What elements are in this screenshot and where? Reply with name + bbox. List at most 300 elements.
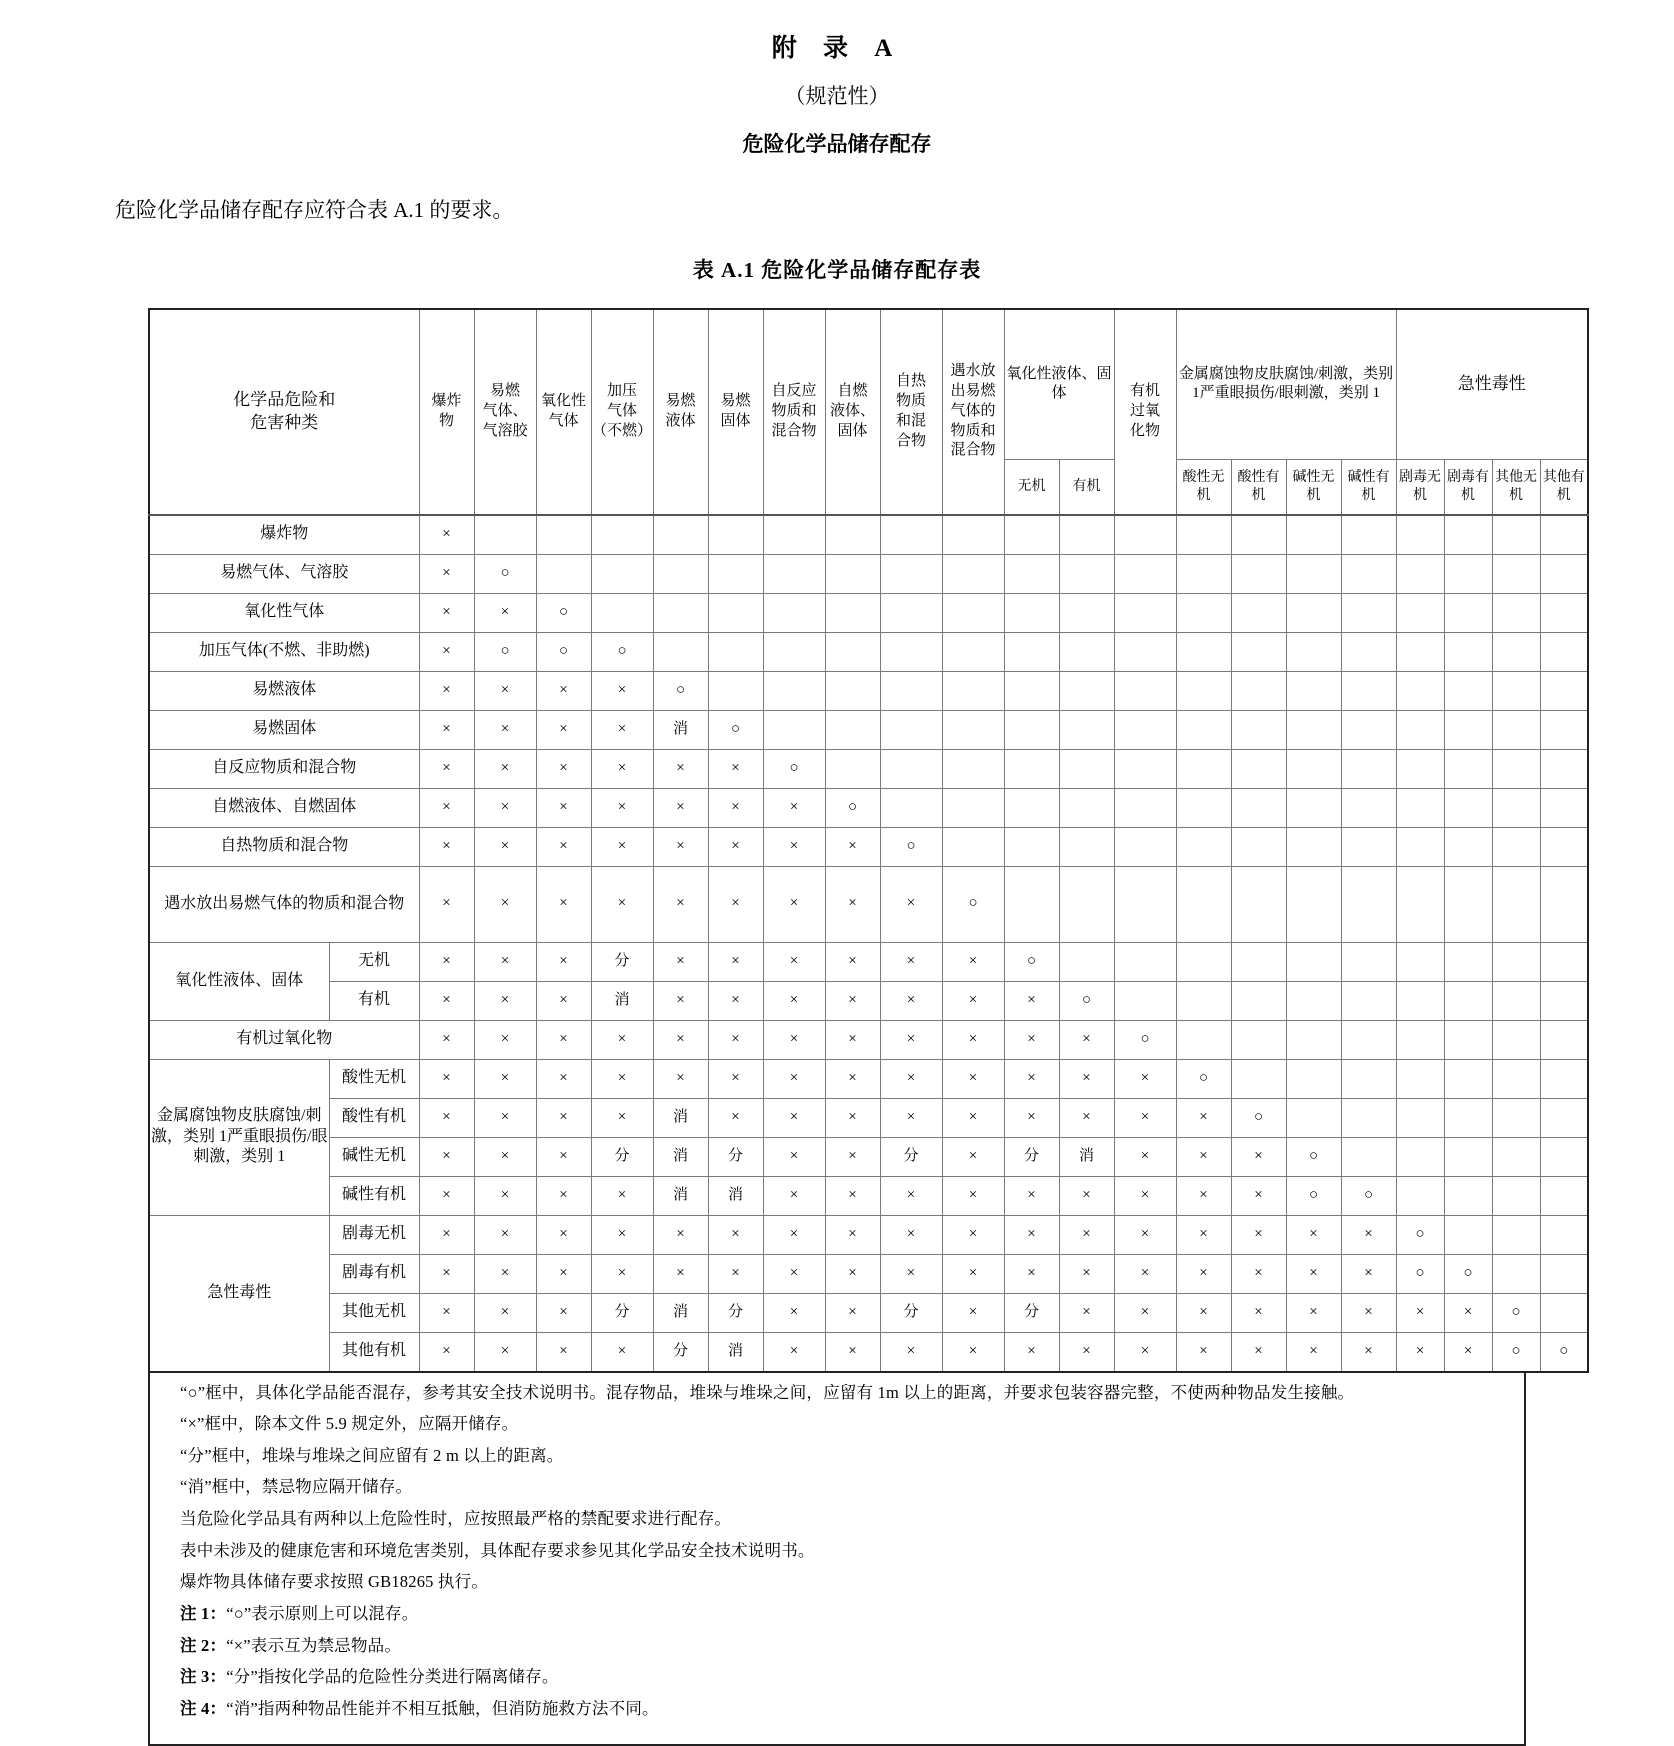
matrix-cell (1341, 1059, 1396, 1098)
matrix-cell (1059, 827, 1114, 866)
matrix-cell (1444, 1059, 1492, 1098)
matrix-table-wrapper (148, 308, 1526, 1373)
row-sub-header: 有机 (329, 981, 419, 1020)
note-line: “消”框中，禁忌物应隔开储存。 (150, 1477, 1524, 1498)
matrix-cell: × (591, 671, 653, 710)
matrix-cell: × (419, 1020, 474, 1059)
matrix-cell: × (1004, 981, 1059, 1020)
matrix-cell (1396, 710, 1444, 749)
sub-header-acute-1: 剧毒有机 (1444, 459, 1492, 515)
matrix-cell: × (474, 1215, 536, 1254)
matrix-cell: × (708, 788, 763, 827)
matrix-cell (1231, 866, 1286, 942)
row-sub-header: 剧毒无机 (329, 1215, 419, 1254)
matrix-cell: × (942, 981, 1004, 1020)
matrix-cell: × (474, 1176, 536, 1215)
numbered-note-label: 注 2： (180, 1636, 226, 1655)
numbered-note-label: 注 3： (180, 1667, 226, 1686)
col-header-c6: 易燃 固体 (708, 309, 763, 515)
matrix-cell: × (1444, 1293, 1492, 1332)
matrix-cell: × (1231, 1176, 1286, 1215)
matrix-cell: × (653, 1254, 708, 1293)
matrix-cell: × (474, 1098, 536, 1137)
numbered-note-label: 注 1： (180, 1604, 226, 1623)
matrix-cell: × (1114, 1254, 1176, 1293)
matrix-cell (1176, 515, 1231, 555)
group-header-acute-toxicity: 急性毒性 (1396, 309, 1588, 459)
matrix-cell: × (591, 1215, 653, 1254)
row-sub-header: 剧毒有机 (329, 1254, 419, 1293)
matrix-cell (1286, 1059, 1341, 1098)
matrix-cell (1341, 788, 1396, 827)
matrix-cell: 消 (653, 1293, 708, 1332)
matrix-cell: × (419, 1254, 474, 1293)
matrix-cell: ○ (1396, 1215, 1444, 1254)
sub-header-oxidizing-无机: 无机 (1004, 459, 1059, 515)
matrix-cell (1396, 554, 1444, 593)
matrix-cell: × (1059, 1215, 1114, 1254)
matrix-cell: × (1059, 1020, 1114, 1059)
matrix-cell: ○ (536, 632, 591, 671)
matrix-cell (1492, 1020, 1540, 1059)
matrix-cell: × (880, 866, 942, 942)
table-row (149, 749, 1588, 788)
matrix-cell (1004, 554, 1059, 593)
matrix-cell (1444, 866, 1492, 942)
matrix-cell (1004, 788, 1059, 827)
matrix-cell (653, 515, 708, 555)
matrix-cell: × (1114, 1137, 1176, 1176)
matrix-cell (1059, 632, 1114, 671)
matrix-cell (1396, 942, 1444, 981)
matrix-cell (1286, 515, 1341, 555)
matrix-cell: × (1231, 1332, 1286, 1372)
matrix-cell: × (419, 1293, 474, 1332)
matrix-cell (1396, 1020, 1444, 1059)
matrix-cell (1231, 788, 1286, 827)
note-line: “○”框中，具体化学品能否混存，参考其安全技术说明书。混存物品，堆垛与堆垛之间，应留有 1m 以上的距离，并要求包装容器完整，不使两种物品发生接触。 (150, 1383, 1524, 1404)
matrix-cell (708, 515, 763, 555)
sub-header-corrosive-0: 酸性无机 (1176, 459, 1231, 515)
matrix-cell: × (419, 1176, 474, 1215)
matrix-cell (1114, 827, 1176, 866)
matrix-cell: × (1286, 1254, 1341, 1293)
col-header-c8: 自燃 液体、 固体 (825, 309, 880, 515)
matrix-cell: ○ (1540, 1332, 1588, 1372)
matrix-cell (1059, 515, 1114, 555)
matrix-cell (1176, 1020, 1231, 1059)
matrix-cell: × (474, 1254, 536, 1293)
matrix-cell: × (536, 1215, 591, 1254)
matrix-cell: × (763, 1137, 825, 1176)
matrix-cell (1176, 632, 1231, 671)
matrix-cell: × (474, 1137, 536, 1176)
matrix-cell (653, 554, 708, 593)
matrix-cell: × (1004, 1020, 1059, 1059)
matrix-cell (1396, 1098, 1444, 1137)
matrix-cell (1114, 710, 1176, 749)
matrix-cell: × (763, 1254, 825, 1293)
row-header: 遇水放出易燃气体的物质和混合物 (149, 866, 419, 942)
note-line: “分”框中，堆垛与堆垛之间应留有 2 m 以上的距离。 (150, 1446, 1524, 1467)
table-row (149, 1332, 1588, 1372)
matrix-cell (1114, 554, 1176, 593)
numbered-note-3 (150, 1667, 1524, 1688)
table-row (149, 981, 1588, 1020)
matrix-cell (1114, 866, 1176, 942)
matrix-cell: × (536, 1020, 591, 1059)
note-line: “×”框中，除本文件 5.9 规定外，应隔开储存。 (150, 1414, 1524, 1435)
matrix-cell (1231, 632, 1286, 671)
matrix-cell (1540, 1293, 1588, 1332)
matrix-cell (942, 515, 1004, 555)
matrix-cell: × (1231, 1137, 1286, 1176)
matrix-cell (1059, 593, 1114, 632)
matrix-cell (1540, 981, 1588, 1020)
matrix-cell (1444, 1098, 1492, 1137)
matrix-cell (880, 632, 942, 671)
matrix-cell: ○ (1004, 942, 1059, 981)
matrix-cell: × (536, 749, 591, 788)
matrix-cell (1114, 749, 1176, 788)
matrix-cell (1492, 554, 1540, 593)
matrix-cell: × (1176, 1254, 1231, 1293)
matrix-cell (942, 710, 1004, 749)
matrix-cell: × (474, 942, 536, 981)
matrix-cell (1341, 710, 1396, 749)
matrix-cell: × (1396, 1293, 1444, 1332)
numbered-note-2 (150, 1636, 1524, 1657)
sub-header-corrosive-3: 碱性有机 (1341, 459, 1396, 515)
matrix-cell: × (942, 1254, 1004, 1293)
matrix-cell (942, 671, 1004, 710)
matrix-cell (1341, 942, 1396, 981)
matrix-cell (1444, 981, 1492, 1020)
matrix-cell (1492, 942, 1540, 981)
matrix-cell (1492, 632, 1540, 671)
matrix-cell (1444, 827, 1492, 866)
matrix-cell: 消 (591, 981, 653, 1020)
matrix-cell (1341, 1137, 1396, 1176)
row-sub-header: 酸性无机 (329, 1059, 419, 1098)
matrix-cell: × (591, 1332, 653, 1372)
matrix-cell (1341, 632, 1396, 671)
matrix-cell (1444, 632, 1492, 671)
matrix-cell (1286, 671, 1341, 710)
matrix-cell: × (763, 981, 825, 1020)
numbered-note-text: “○”表示原则上可以混存。 (226, 1604, 418, 1623)
matrix-cell: × (880, 1254, 942, 1293)
matrix-cell: × (474, 710, 536, 749)
matrix-cell: × (825, 866, 880, 942)
matrix-cell (1492, 593, 1540, 632)
corner-header: 化学品危险和 危害种类 (149, 309, 419, 515)
table-row (149, 515, 1588, 555)
matrix-cell (880, 749, 942, 788)
matrix-cell: × (1004, 1176, 1059, 1215)
matrix-cell: × (1341, 1215, 1396, 1254)
matrix-cell: 分 (591, 942, 653, 981)
matrix-cell: 分 (1004, 1293, 1059, 1332)
matrix-cell: × (708, 1059, 763, 1098)
row-header: 自反应物质和混合物 (149, 749, 419, 788)
matrix-cell: × (942, 942, 1004, 981)
matrix-cell (880, 554, 942, 593)
matrix-cell (1114, 942, 1176, 981)
matrix-cell: × (474, 1020, 536, 1059)
matrix-cell (1341, 554, 1396, 593)
matrix-cell: × (474, 981, 536, 1020)
matrix-cell (1444, 942, 1492, 981)
matrix-cell (942, 554, 1004, 593)
matrix-cell: ○ (1176, 1059, 1231, 1098)
matrix-cell (880, 671, 942, 710)
matrix-cell: × (419, 866, 474, 942)
matrix-cell (1396, 1059, 1444, 1098)
matrix-cell (1231, 1059, 1286, 1098)
matrix-cell (1492, 710, 1540, 749)
row-sub-header: 酸性有机 (329, 1098, 419, 1137)
table-row (149, 1215, 1588, 1254)
matrix-cell (1540, 749, 1588, 788)
col-header-c7: 自反应 物质和 混合物 (763, 309, 825, 515)
matrix-cell (1176, 981, 1231, 1020)
matrix-cell: × (763, 1215, 825, 1254)
matrix-cell: × (1444, 1332, 1492, 1372)
lead-paragraph: 危险化学品储存配存应符合表 A.1 的要求。 (115, 194, 1674, 224)
matrix-cell (1286, 1098, 1341, 1137)
matrix-cell (1492, 1137, 1540, 1176)
matrix-cell: × (591, 1254, 653, 1293)
matrix-cell: × (591, 788, 653, 827)
matrix-cell (1396, 981, 1444, 1020)
matrix-cell: ○ (536, 593, 591, 632)
matrix-cell: ○ (942, 866, 1004, 942)
matrix-cell (763, 671, 825, 710)
matrix-cell: × (708, 981, 763, 1020)
matrix-cell: × (536, 1332, 591, 1372)
matrix-cell (1176, 593, 1231, 632)
matrix-cell: 分 (880, 1293, 942, 1332)
matrix-cell (1231, 981, 1286, 1020)
matrix-cell: × (763, 866, 825, 942)
matrix-cell: × (1059, 1059, 1114, 1098)
matrix-cell: × (880, 1176, 942, 1215)
matrix-cell: × (474, 827, 536, 866)
matrix-cell (1114, 515, 1176, 555)
matrix-cell (1492, 1176, 1540, 1215)
table-row (149, 632, 1588, 671)
matrix-cell: × (474, 1059, 536, 1098)
matrix-cell (1231, 942, 1286, 981)
matrix-cell: ○ (1114, 1020, 1176, 1059)
matrix-cell: × (880, 1332, 942, 1372)
matrix-cell (1492, 866, 1540, 942)
matrix-cell: × (763, 1332, 825, 1372)
matrix-cell (1286, 827, 1341, 866)
matrix-cell (536, 515, 591, 555)
matrix-cell: × (474, 866, 536, 942)
matrix-cell: ○ (1286, 1137, 1341, 1176)
matrix-cell: × (1176, 1332, 1231, 1372)
matrix-cell (1341, 671, 1396, 710)
matrix-cell: × (763, 1098, 825, 1137)
matrix-cell: × (825, 1176, 880, 1215)
matrix-cell (708, 632, 763, 671)
matrix-cell: ○ (825, 788, 880, 827)
matrix-cell (1341, 866, 1396, 942)
matrix-cell (1444, 788, 1492, 827)
matrix-cell: 消 (653, 1176, 708, 1215)
matrix-cell (1059, 942, 1114, 981)
matrix-cell: × (1176, 1176, 1231, 1215)
matrix-cell (1059, 554, 1114, 593)
matrix-cell (825, 671, 880, 710)
matrix-cell: × (708, 1215, 763, 1254)
matrix-cell (1341, 1098, 1396, 1137)
matrix-cell: × (419, 942, 474, 981)
matrix-cell: × (825, 827, 880, 866)
matrix-cell (1540, 1215, 1588, 1254)
matrix-cell (1444, 671, 1492, 710)
matrix-cell: × (825, 1098, 880, 1137)
sub-header-corrosive-2: 碱性无机 (1286, 459, 1341, 515)
matrix-cell: × (708, 827, 763, 866)
matrix-cell: × (942, 1137, 1004, 1176)
matrix-cell (880, 593, 942, 632)
matrix-cell (1231, 515, 1286, 555)
matrix-cell: × (536, 1293, 591, 1332)
matrix-cell: × (536, 827, 591, 866)
col-header-c5: 易燃 液体 (653, 309, 708, 515)
matrix-cell (942, 788, 1004, 827)
matrix-cell (1176, 749, 1231, 788)
matrix-cell: × (536, 671, 591, 710)
matrix-cell (1396, 515, 1444, 555)
matrix-cell (1114, 788, 1176, 827)
matrix-cell: × (880, 981, 942, 1020)
matrix-cell: × (536, 1137, 591, 1176)
matrix-cell (1492, 827, 1540, 866)
matrix-cell: × (880, 942, 942, 981)
row-sub-header: 其他无机 (329, 1293, 419, 1332)
table-row (149, 554, 1588, 593)
matrix-cell (1286, 593, 1341, 632)
matrix-cell: ○ (1341, 1176, 1396, 1215)
matrix-cell: × (1396, 1332, 1444, 1372)
matrix-cell (1004, 866, 1059, 942)
matrix-cell: × (1059, 1254, 1114, 1293)
matrix-cell (1341, 981, 1396, 1020)
matrix-cell (1540, 1059, 1588, 1098)
matrix-cell (1444, 710, 1492, 749)
matrix-cell (1492, 671, 1540, 710)
matrix-cell: × (763, 1176, 825, 1215)
matrix-cell (1231, 710, 1286, 749)
matrix-cell: × (653, 981, 708, 1020)
appendix-title: 附 录 A (0, 28, 1674, 64)
matrix-cell: × (419, 827, 474, 866)
matrix-cell: × (419, 749, 474, 788)
matrix-cell: × (1059, 1293, 1114, 1332)
matrix-cell: × (1341, 1293, 1396, 1332)
matrix-cell (1176, 671, 1231, 710)
matrix-cell (1286, 554, 1341, 593)
matrix-cell (1341, 827, 1396, 866)
matrix-cell (1540, 1020, 1588, 1059)
matrix-cell (763, 515, 825, 555)
matrix-cell: × (591, 827, 653, 866)
matrix-cell (1004, 632, 1059, 671)
matrix-cell: ○ (708, 710, 763, 749)
table-notes (148, 1373, 1526, 1746)
matrix-cell (1540, 827, 1588, 866)
matrix-cell: 消 (708, 1176, 763, 1215)
matrix-cell (1114, 632, 1176, 671)
matrix-cell: × (825, 1254, 880, 1293)
matrix-cell: 分 (591, 1293, 653, 1332)
matrix-cell: × (419, 1137, 474, 1176)
matrix-cell (1492, 1215, 1540, 1254)
matrix-cell: × (653, 1059, 708, 1098)
matrix-cell: × (880, 1098, 942, 1137)
row-group-header: 急性毒性 (149, 1215, 329, 1372)
matrix-cell (1341, 593, 1396, 632)
matrix-cell: × (1341, 1332, 1396, 1372)
row-header: 有机过氧化物 (149, 1020, 419, 1059)
matrix-cell: × (1231, 1215, 1286, 1254)
matrix-cell (825, 593, 880, 632)
numbered-note-text: “×”表示互为禁忌物品。 (226, 1636, 401, 1655)
group-header-oxidizing: 氧化性液体、固体 (1004, 309, 1114, 459)
matrix-cell: × (1004, 1059, 1059, 1098)
matrix-cell: × (763, 827, 825, 866)
row-header: 加压气体(不燃、非助燃) (149, 632, 419, 671)
matrix-cell: × (1286, 1293, 1341, 1332)
matrix-cell (942, 749, 1004, 788)
matrix-cell: × (536, 1059, 591, 1098)
matrix-cell (1444, 554, 1492, 593)
matrix-cell (1176, 788, 1231, 827)
matrix-cell (708, 554, 763, 593)
matrix-cell: × (708, 1020, 763, 1059)
matrix-cell (1540, 866, 1588, 942)
matrix-cell: × (942, 1332, 1004, 1372)
matrix-cell: 消 (653, 710, 708, 749)
matrix-cell: ○ (1492, 1332, 1540, 1372)
matrix-cell: × (653, 1020, 708, 1059)
matrix-cell: × (708, 1254, 763, 1293)
table-row (149, 1098, 1588, 1137)
matrix-cell (942, 827, 1004, 866)
matrix-cell: 分 (708, 1137, 763, 1176)
numbered-note-4 (150, 1699, 1524, 1720)
table-row (149, 1137, 1588, 1176)
matrix-cell: × (474, 1332, 536, 1372)
table-row (149, 866, 1588, 942)
matrix-cell (763, 632, 825, 671)
matrix-cell: × (419, 1332, 474, 1372)
matrix-cell (1444, 593, 1492, 632)
sub-header-acute-2: 其他无机 (1492, 459, 1540, 515)
matrix-cell (653, 593, 708, 632)
col-header-organic-peroxide: 有机 过氧 化物 (1114, 309, 1176, 515)
table-header (149, 309, 1588, 515)
matrix-cell (1492, 515, 1540, 555)
matrix-cell (1286, 866, 1341, 942)
matrix-cell (1540, 942, 1588, 981)
matrix-cell: × (1114, 1059, 1176, 1098)
